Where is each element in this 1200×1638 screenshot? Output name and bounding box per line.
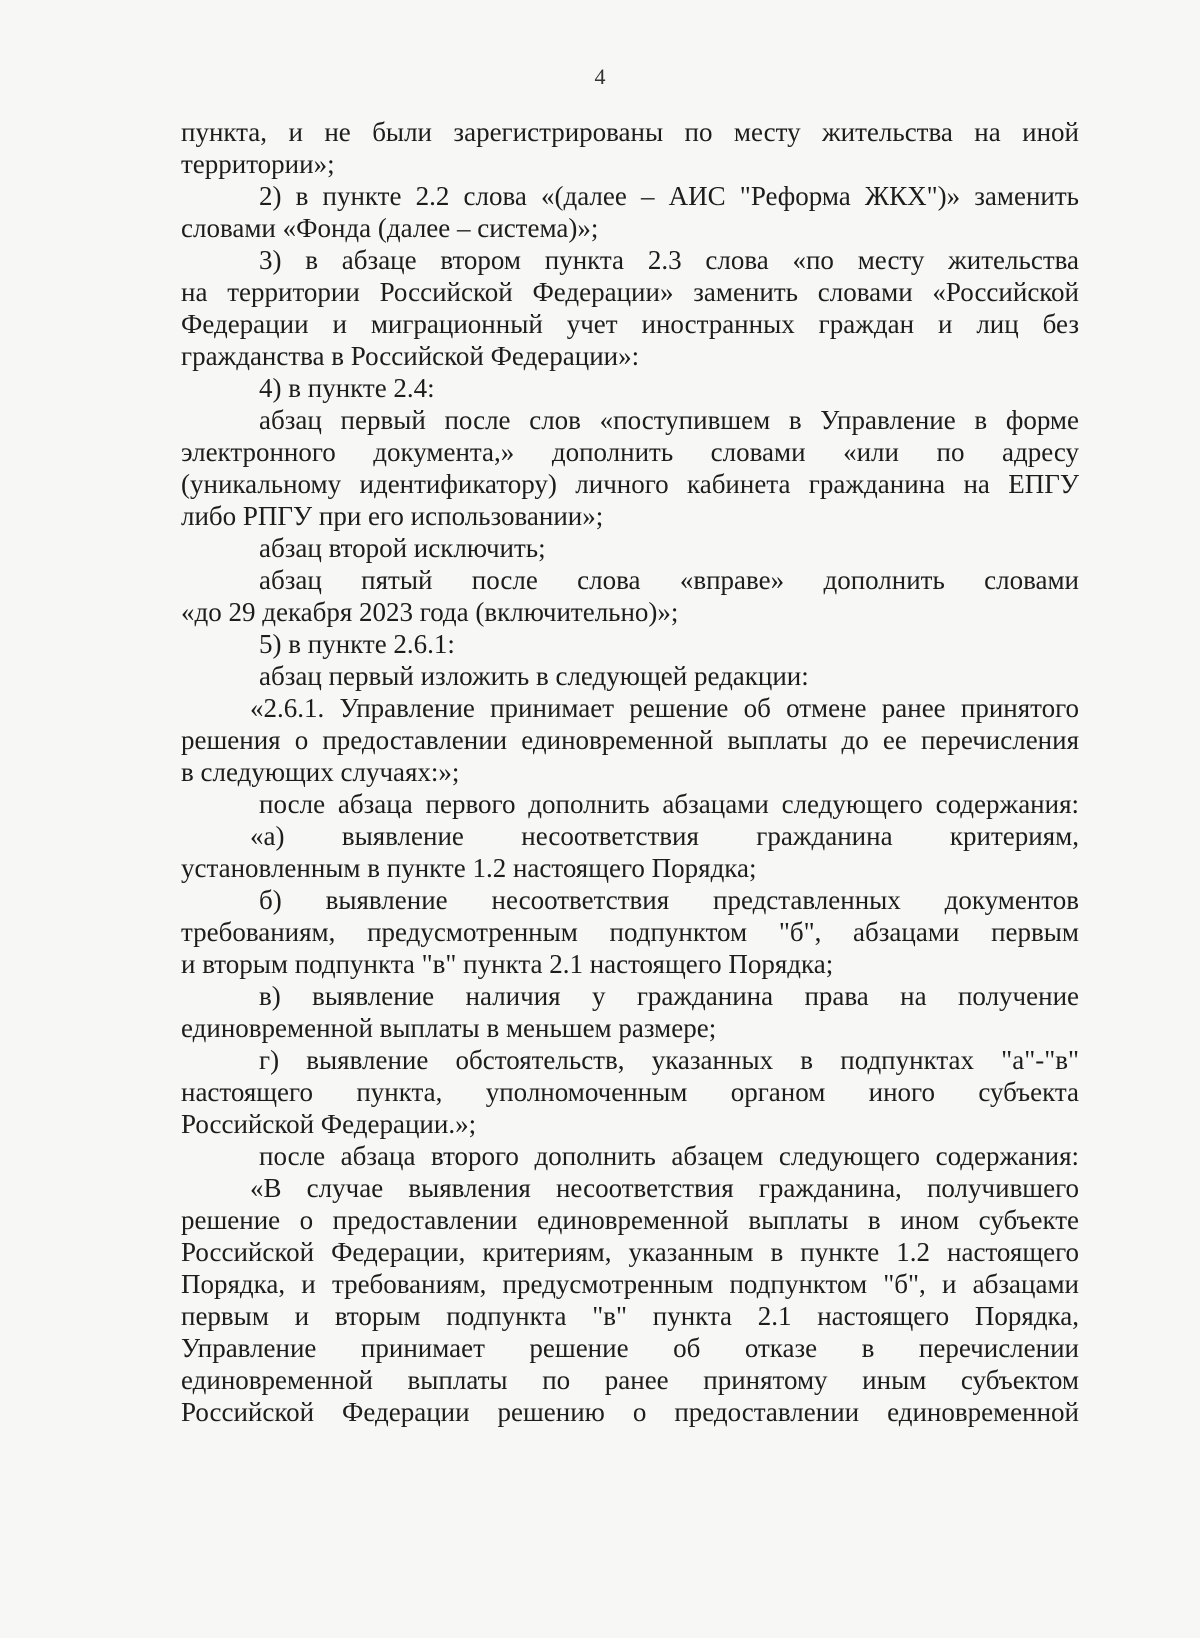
text-line: в) выявление наличия у гражданина права на получение — [259, 981, 1079, 1011]
text-line: гражданства в Российской Федерации»: — [181, 341, 640, 371]
text-line: на территории Российской Федерации» заменить словами «Российской — [181, 277, 1079, 307]
text-line: либо РПГУ при его использовании»; — [181, 501, 604, 531]
text-line: единовременной выплаты по ранее принятому иным субъектом — [181, 1365, 1079, 1395]
text-line: в следующих случаях:»; — [181, 757, 460, 787]
text-line: абзац первый изложить в следующей редакции: — [259, 661, 809, 691]
text-line: Российской Федерации решению о предоставлении единовременной — [181, 1397, 1079, 1427]
text-line: Управление принимает решение об отказе в перечислении — [181, 1333, 1079, 1363]
text-line: «а) выявление несоответствия гражданина критериям, — [250, 821, 1079, 851]
text-line: Российской Федерации, критериям, указанным в пункте 1.2 настоящего — [181, 1237, 1079, 1267]
text-line: решение о предоставлении единовременной выплаты в ином субъекте — [181, 1205, 1079, 1235]
text-line: настоящего пункта, уполномоченным органом иного субъекта — [181, 1077, 1079, 1107]
text-line: решения о предоставлении единовременной выплаты до ее перечисления — [181, 725, 1079, 755]
text-line: установленным в пункте 1.2 настоящего Порядка; — [181, 853, 757, 883]
page-number: 4 — [594, 64, 606, 89]
text-line: Порядка, и требованиям, предусмотренным подпунктом "б", и абзацами — [181, 1269, 1079, 1299]
text-line: г) выявление обстоятельств, указанных в подпунктах "а"-"в" — [259, 1045, 1079, 1075]
text-line: словами «Фонда (далее – система)»; — [181, 213, 599, 243]
text-line: 2) в пункте 2.2 слова «(далее – АИС "Реформа ЖКХ")» заменить — [259, 181, 1079, 211]
text-line: требованиям, предусмотренным подпунктом "б", абзацами первым — [181, 917, 1079, 947]
text-line: абзац первый после слов «поступившем в Управление в форме — [259, 405, 1079, 435]
text-line: 4) в пункте 2.4: — [259, 373, 435, 403]
text-line: б) выявление несоответствия представленных документов — [259, 885, 1079, 915]
text-line: территории»; — [181, 149, 335, 179]
text-line: 3) в абзаце втором пункта 2.3 слова «по месту жительства — [259, 245, 1079, 275]
text-line: «до 29 декабря 2023 года (включительно)»; — [181, 597, 679, 627]
text-line: электронного документа,» дополнить словами «или по адресу — [181, 437, 1079, 467]
text-line: после абзаца второго дополнить абзацем следующего содержания: — [259, 1141, 1079, 1171]
text-line: первым и вторым подпункта "в" пункта 2.1 настоящего Порядка, — [181, 1301, 1079, 1331]
text-line: и вторым подпункта "в" пункта 2.1 настоящего Порядка; — [181, 949, 834, 979]
text-line: после абзаца первого дополнить абзацами следующего содержания: — [259, 789, 1079, 819]
text-line: единовременной выплаты в меньшем размере; — [181, 1013, 717, 1043]
text-line: (уникальному идентификатору) личного кабинета гражданина на ЕПГУ — [181, 469, 1079, 499]
text-line: абзац пятый после слова «вправе» дополнить словами — [259, 565, 1079, 595]
text-line: Федерации и миграционный учет иностранных граждан и лиц без — [181, 309, 1079, 339]
text-line: 5) в пункте 2.6.1: — [259, 629, 455, 659]
text-line: пункта, и не были зарегистрированы по месту жительства на иной — [181, 117, 1079, 147]
text-line: абзац второй исключить; — [259, 533, 546, 563]
text-line: «2.6.1. Управление принимает решение об отмене ранее принятого — [250, 693, 1079, 723]
text-line: «В случае выявления несоответствия гражданина, получившего — [250, 1173, 1079, 1203]
text-line: Российской Федерации.»; — [181, 1109, 477, 1139]
